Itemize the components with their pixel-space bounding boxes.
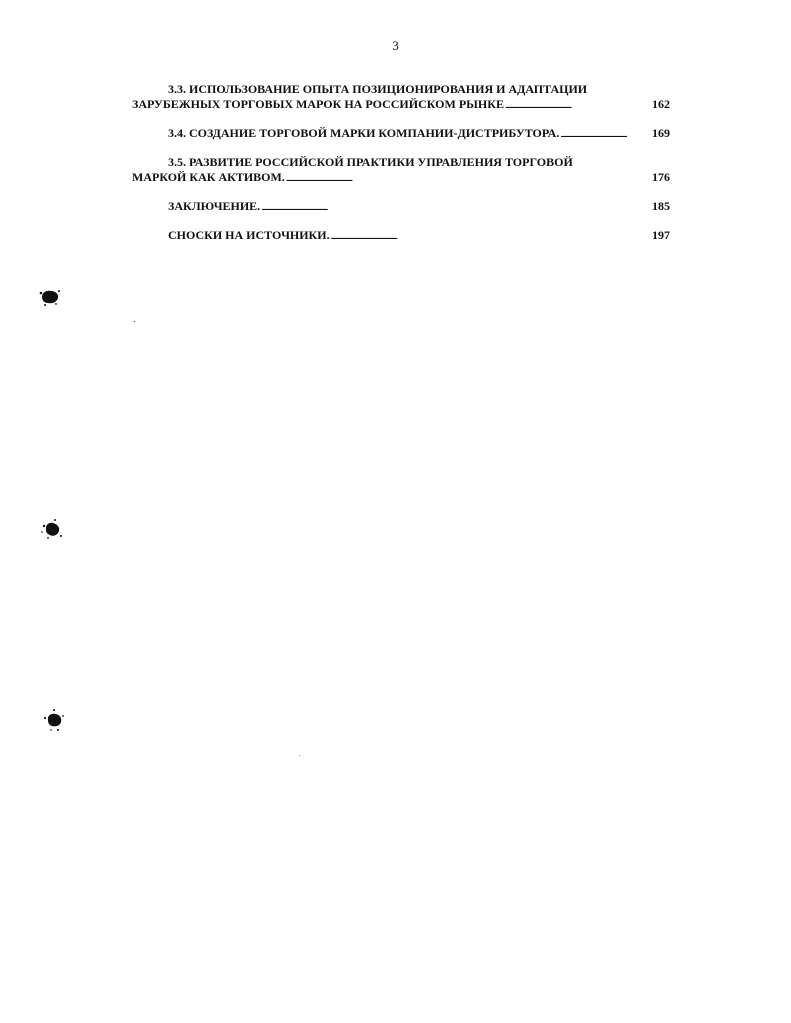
toc-page-number: 185: [652, 199, 670, 213]
toc-entry-3-5: [132, 155, 670, 186]
toc-entry-title: 3.4. СОЗДАНИЕ ТОРГОВОЙ МАРКИ КОМПАНИИ-ДИСТРИБУТОРА.: [168, 126, 560, 140]
dot-leader: [286, 170, 649, 186]
toc-entry-line: [132, 228, 670, 244]
dot-leader: [560, 126, 649, 142]
dot-leader: [505, 97, 649, 113]
ink-blot-icon: [40, 518, 64, 540]
dot-leader: [261, 199, 649, 215]
toc-entry-title: ЗАКЛЮЧЕНИЕ.: [168, 199, 261, 213]
page-number: 3: [392, 38, 399, 53]
ink-blot-icon: [38, 287, 62, 307]
dot-leader: [331, 228, 649, 244]
toc-entry-title-line: 3.5. РАЗВИТИЕ РОССИЙСКОЙ ПРАКТИКИ УПРАВЛЕНИЯ ТОРГОВОЙ: [168, 155, 573, 169]
toc-entry-title: МАРКОЙ КАК АКТИВОМ.: [132, 170, 285, 184]
toc-page-number: 162: [652, 97, 670, 111]
toc-entry-references: [132, 228, 670, 244]
toc-entry-title: СНОСКИ НА ИСТОЧНИКИ.: [168, 228, 330, 242]
toc-entry-3-4: [132, 126, 670, 142]
toc-page-number: 169: [652, 126, 670, 140]
toc-entry-line: [132, 199, 670, 215]
toc-entry-3-3: [132, 82, 670, 113]
table-of-contents: [132, 82, 670, 257]
toc-entry-line: [132, 126, 670, 142]
speck-icon: [133, 320, 136, 323]
toc-entry-line: [132, 170, 670, 186]
speck-icon: [298, 754, 301, 757]
toc-page-number: 197: [652, 228, 670, 242]
toc-entry-conclusion: [132, 199, 670, 215]
toc-entry-title: ЗАРУБЕЖНЫХ ТОРГОВЫХ МАРОК НА РОССИЙСКОМ РЫНКЕ: [132, 97, 504, 111]
toc-entry-line: [132, 97, 670, 113]
toc-entry-title-line: 3.3. ИСПОЛЬЗОВАНИЕ ОПЫТА ПОЗИЦИОНИРОВАНИЯ И АДАПТАЦИИ: [168, 82, 588, 96]
toc-page-number: 176: [652, 170, 670, 184]
ink-blot-icon: [42, 708, 66, 732]
